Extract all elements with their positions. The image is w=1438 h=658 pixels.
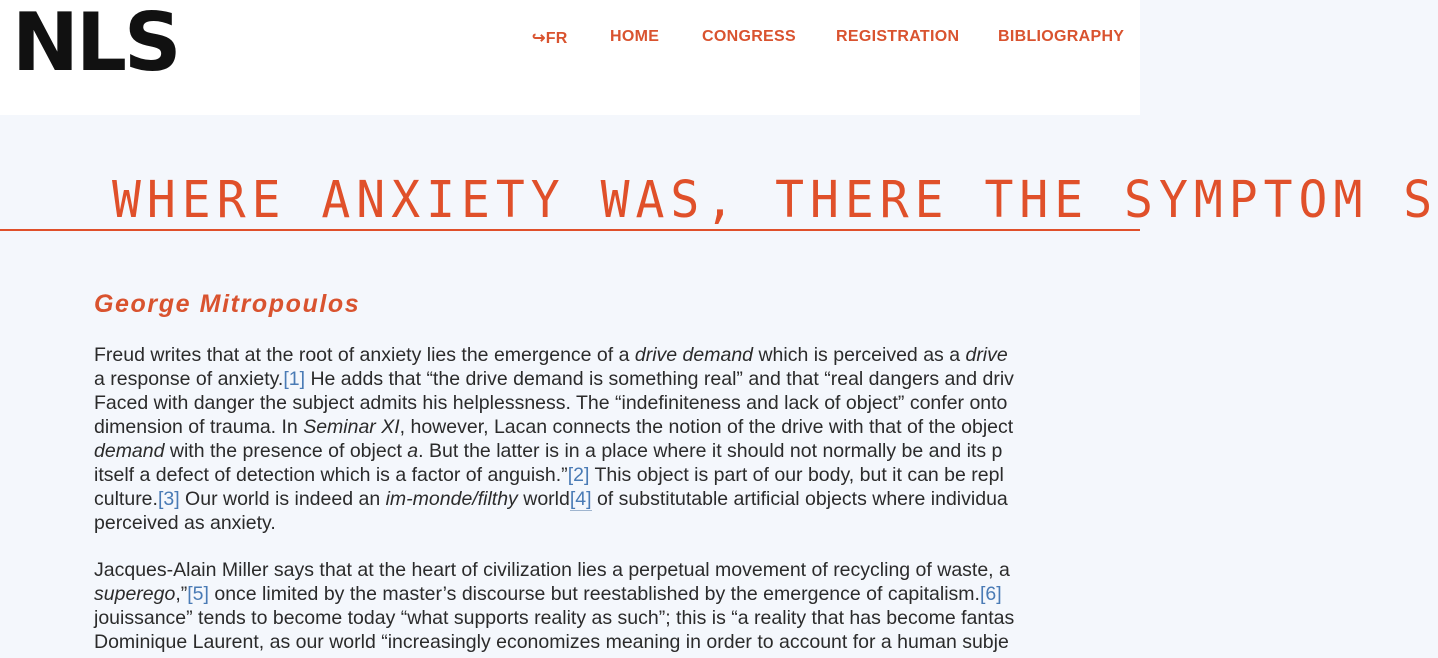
text: , however, Lacan connects the notion of the drive with that of the object bbox=[399, 416, 1014, 438]
italic-text: demand bbox=[94, 440, 165, 462]
italic-text: Seminar XI bbox=[303, 416, 400, 438]
nav-bibliography[interactable]: BIBLIOGRAPHY bbox=[998, 28, 1125, 45]
text-line: Faced with danger the subject admits his helplessness. The “indefiniteness and lack of object” confer onto bbox=[94, 392, 1008, 414]
text-line bbox=[94, 487, 1014, 511]
text: a response of anxiety. bbox=[94, 368, 284, 390]
text-line: Jacques-Alain Miller says that at the heart of civilization lies a perpetual movement of recycling of waste, a bbox=[94, 559, 1010, 581]
text-line bbox=[94, 463, 1014, 487]
paragraph-1 bbox=[94, 343, 1014, 535]
nav-home[interactable]: HOME bbox=[610, 28, 660, 45]
title-divider bbox=[0, 229, 1140, 231]
site-logo[interactable]: NLS bbox=[12, 0, 179, 89]
text: ,” bbox=[175, 583, 188, 605]
italic-text: superego bbox=[94, 583, 176, 605]
text-line bbox=[94, 415, 1014, 439]
text: world bbox=[517, 488, 570, 510]
italic-text: a bbox=[407, 440, 419, 462]
text-line bbox=[94, 367, 1014, 391]
article-author: George Mitropoulos bbox=[94, 290, 361, 318]
footnote-link-1[interactable]: [1] bbox=[283, 368, 306, 390]
text-line: jouissance” tends to become today “what supports reality as such”; this is “a reality that has become fantas bbox=[94, 607, 1015, 629]
site-header bbox=[0, 0, 1140, 115]
nav-language-fr[interactable]: ↪FR bbox=[532, 30, 568, 47]
text: which is perceived as a bbox=[753, 344, 966, 366]
text: with the presence of object bbox=[164, 440, 408, 462]
text-line: perceived as anxiety. bbox=[94, 512, 276, 534]
text: itself a defect of detection which is a factor of anguish.” bbox=[94, 464, 568, 486]
footnote-link-5[interactable]: [5] bbox=[187, 583, 209, 605]
nav-registration[interactable]: REGISTRATION bbox=[836, 28, 960, 45]
text: . But the latter is in a place where it should not normally be and its p bbox=[418, 440, 1003, 462]
text: culture. bbox=[94, 488, 158, 510]
text-line bbox=[94, 439, 1014, 463]
text: He adds that “the drive demand is something real” and that “real dangers and driv bbox=[305, 368, 1014, 390]
nav-congress[interactable]: CONGRESS bbox=[702, 28, 796, 45]
footnote-link-3[interactable]: [3] bbox=[157, 488, 180, 510]
text: This object is part of our body, but it can be repl bbox=[589, 464, 1004, 486]
footnote-link-4[interactable]: [4] bbox=[569, 488, 592, 510]
footnote-link-6[interactable]: [6] bbox=[979, 583, 1002, 605]
italic-text: drive demand bbox=[634, 344, 754, 366]
text: once limited by the master’s discourse but reestablished by the emergence of capitalism. bbox=[208, 583, 980, 605]
text: Freud writes that at the root of anxiety lies the emergence of a bbox=[94, 344, 635, 366]
text-line: Dominique Laurent, as our world “increasingly economizes meaning in order to account for a human subje bbox=[94, 631, 1009, 653]
paragraph-2 bbox=[94, 558, 1014, 654]
italic-text: im-monde/filthy bbox=[385, 488, 518, 510]
text-line bbox=[94, 582, 1014, 606]
article-title: WHERE ANXIETY WAS, THERE THE SYMPTOM S bbox=[112, 170, 1438, 230]
text: dimension of trauma. In bbox=[94, 416, 304, 438]
footnote-link-2[interactable]: [2] bbox=[567, 464, 590, 486]
text: Our world is indeed an bbox=[179, 488, 386, 510]
italic-text: drive bbox=[965, 344, 1008, 366]
text-line bbox=[94, 343, 1014, 367]
text: of substitutable artificial objects where individua bbox=[591, 488, 1008, 510]
